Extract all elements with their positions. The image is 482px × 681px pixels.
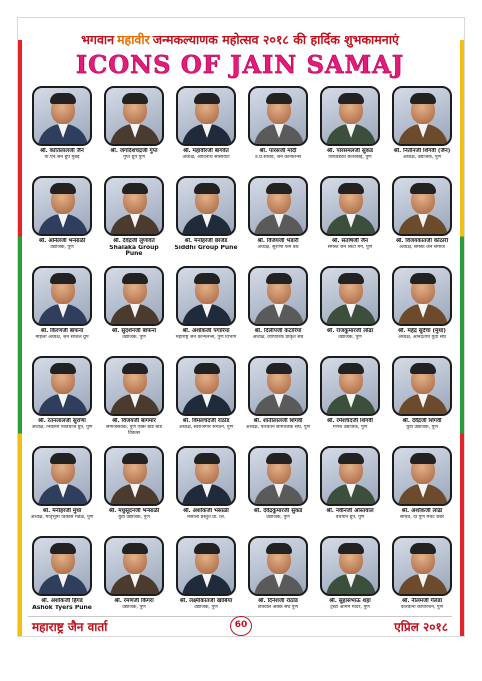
portrait-photo — [392, 86, 452, 146]
person-name: श्री. महावीरजी बागवेत — [183, 148, 229, 154]
person-role: महिला अध्यक्ष, जैन सोशल ग्रुप — [35, 335, 89, 340]
banner-part-2: महावीर — [117, 31, 150, 47]
person-role: Shalaka Group Pune — [109, 245, 159, 257]
person-name: श्री. नितीनजी शिंगवी (जैन) — [393, 148, 451, 154]
page-number: 60 — [230, 616, 252, 636]
person-name: श्री. लक्ष्मीकांतजी खाबिया — [179, 598, 233, 604]
portrait-photo — [320, 176, 380, 236]
person-role: उद्योजक, पुणे — [122, 335, 146, 340]
person-role: समाजसेवक, पुणे एक्स बाँड बोर्ड विकास — [106, 425, 162, 436]
portrait-card — [244, 446, 312, 533]
person-role: भंसाली प्रस्तुत प्रा. लि. — [186, 515, 226, 520]
person-role: पी.एन.जैन ग्रुप मुंबई — [44, 155, 80, 160]
greeting-banner — [28, 28, 452, 50]
portrait-card — [244, 86, 312, 173]
portrait-photo — [248, 86, 308, 146]
person-role: समस्त जैन सिटी मेंगे, पुणे — [327, 245, 373, 250]
banner-part-1: भगवान — [81, 31, 115, 47]
portrait-card — [100, 536, 168, 623]
issue-date: एप्रिल २०१८ — [394, 620, 448, 634]
person-name: श्री. अनिलजी भन्साळी — [38, 238, 86, 244]
portrait-photo — [320, 86, 380, 146]
person-name: श्री. दिलीपजी कटारिया — [254, 328, 302, 334]
person-name: श्री. विजयजी भंडारी — [257, 238, 299, 244]
person-name: श्री. पारसजी मोदी — [259, 148, 297, 154]
person-role: युवा उद्योजक, पुणे — [118, 515, 150, 520]
person-name: श्री. जगदिशचंद्रजी गुप्त — [110, 148, 158, 154]
portrait-photo — [32, 176, 92, 236]
portrait-card — [100, 176, 168, 263]
person-role: उद्योजक, पुणे — [194, 605, 218, 610]
portrait-card — [28, 356, 96, 443]
portrait-card — [172, 536, 240, 623]
portrait-card — [316, 536, 384, 623]
person-role: उ.प्र.सचिव, जैन कॉन्फरन्स — [254, 155, 302, 160]
portrait-card — [244, 176, 312, 263]
person-name: श्री. नवीनजी ओस्तवाल — [326, 508, 374, 514]
person-name: श्री. मनोहरजी मुथा — [42, 508, 82, 514]
portrait-photo — [32, 446, 92, 506]
person-name: श्री. देवेंद्रजी शिंगवी — [402, 418, 442, 424]
portrait-card — [388, 536, 456, 623]
person-role: Siddhi Group Pune — [174, 245, 238, 251]
person-role: अध्यक्ष, समस्त जैन समाज — [399, 245, 445, 250]
portrait-photo — [320, 446, 380, 506]
person-name: श्री. विजयजी बागमार — [112, 418, 156, 424]
person-name: श्री. राजकुमारजी लोढा — [326, 328, 374, 334]
portrait-card — [388, 176, 456, 263]
portrait-card — [28, 86, 96, 173]
portrait-photo — [248, 536, 308, 596]
person-role: महाराष्ट्र जैन कॉन्फरन्स, पुणे विभाग — [175, 335, 237, 340]
right-color-stripe — [460, 40, 464, 636]
person-role: चिंचवडकी छत्तरबाई, पुणे — [328, 155, 372, 160]
portrait-photo — [248, 266, 308, 326]
person-role: सचिव, दी पुणे मर्चंट चेंबर — [400, 515, 444, 520]
portrait-photo — [392, 536, 452, 596]
portrait-photo — [104, 176, 164, 236]
portrait-photo — [176, 176, 236, 236]
portrait-photo — [104, 356, 164, 416]
person-name: श्री. सुहासभाऊ शहा — [329, 598, 371, 604]
portrait-card — [316, 446, 384, 533]
person-role: अध्यक्ष, व्यापारिक प्राकृत संघ — [252, 335, 304, 340]
portrait-card — [172, 176, 240, 263]
left-color-stripe — [18, 40, 22, 636]
person-name: श्री. विजयकांतजी कोठारी — [395, 238, 449, 244]
person-name: श्री. नीलमजी गेलडा — [401, 598, 443, 604]
portrait-card — [100, 356, 168, 443]
portrait-photo — [392, 446, 452, 506]
person-role: अध्यक्ष, परिवर्तन सामाजिक संघ, पुणे — [245, 425, 311, 430]
portrait-card — [316, 266, 384, 353]
person-role: अध्यक्ष, उद्योजक, पुणे — [402, 155, 442, 160]
person-name: श्री. अशोकजी पगारिया — [182, 328, 230, 334]
portrait-card — [388, 86, 456, 173]
person-name: श्री. अशोकजी हिंगड — [41, 598, 83, 604]
portrait-photo — [32, 356, 92, 416]
person-name: श्री. अशोकजी लोढा — [401, 508, 443, 514]
magazine-name: महाराष्ट्र जैन वार्ता — [32, 620, 108, 634]
person-name: श्री. महेंद्र सुंदेचा (मुथा) — [398, 328, 446, 334]
portrait-photo — [104, 266, 164, 326]
person-role: उद्योजक, पुणे — [50, 245, 74, 250]
person-role: Ashok Tyers Pune — [32, 605, 92, 611]
portrait-photo — [392, 266, 452, 326]
person-name: श्री. मधुसूदनजी भन्साळी — [108, 508, 160, 514]
portrait-card — [244, 356, 312, 443]
person-name: श्री. किरणजी बाफना — [40, 328, 84, 334]
portrait-card — [316, 86, 384, 173]
portrait-photo — [176, 446, 236, 506]
portrait-photo — [176, 266, 236, 326]
person-role: उद्योजक, पुणे — [338, 335, 362, 340]
person-name: श्री. शांतीलालजी शिंगवी — [253, 418, 303, 424]
portrait-photo — [104, 446, 164, 506]
person-name: श्री. कांतिलालजी जैन — [40, 148, 84, 154]
person-role: ट्रस्टी आगम मंदिर, पुणे — [330, 605, 370, 610]
portrait-photo — [104, 536, 164, 596]
person-role: उद्योजक, पुणे — [122, 605, 146, 610]
person-role: उद्योजक, पुणे — [266, 515, 290, 520]
portrait-photo — [32, 86, 92, 146]
person-name: श्री. रतनलालजी सुराणा — [38, 418, 86, 424]
portrait-card — [28, 266, 96, 353]
portrait-card — [100, 446, 168, 533]
portrait-card — [172, 356, 240, 443]
person-name: श्री. रमणजी किंगरा — [114, 598, 154, 604]
portrait-card — [172, 446, 240, 533]
page-title: ICONS OF JAIN SAMAJ — [75, 50, 405, 79]
portrait-photo — [320, 356, 380, 416]
page-footer — [28, 616, 452, 635]
portrait-photo — [248, 176, 308, 236]
person-name: श्री. अशोकजी भंसाळी — [183, 508, 229, 514]
portrait-card — [388, 446, 456, 533]
person-role: युवा उद्योजक, पुणे — [406, 425, 438, 430]
portrait-card — [316, 176, 384, 263]
person-role: गुप्त ग्रुप पुणे — [123, 155, 145, 160]
portrait-grid — [28, 86, 456, 623]
portrait-photo — [32, 266, 92, 326]
portrait-card — [28, 446, 96, 533]
portrait-card — [316, 356, 384, 443]
person-role: अध्यक्ष, आदिनाथ सोसायटी — [182, 155, 230, 160]
portrait-photo — [104, 86, 164, 146]
person-role: अध्यक्ष, स्वरोजगार संगठन, पुणे — [178, 425, 234, 430]
portrait-photo — [176, 536, 236, 596]
portrait-card — [28, 536, 96, 623]
portrait-photo — [392, 356, 452, 416]
portrait-photo — [392, 176, 452, 236]
person-name: श्री. सुदर्शनजी बाफना — [111, 328, 157, 334]
portrait-photo — [32, 536, 92, 596]
portrait-card — [244, 536, 312, 623]
portrait-card — [244, 266, 312, 353]
person-role: गणेश उद्योजक, पुणे — [332, 425, 368, 430]
person-name: श्री. दिनेशजी राठोड — [258, 598, 298, 604]
portrait-photo — [320, 536, 380, 596]
person-role: अध्यक्ष, आनंदतीर्थ युवा संघ — [398, 335, 446, 340]
portrait-card — [100, 266, 168, 353]
person-name: श्री. रमेशचंदजी शिंगवी — [327, 418, 373, 424]
portrait-photo — [248, 446, 308, 506]
portrait-card — [100, 86, 168, 173]
person-role: छत्रेवाल अक्क संघ पुणे — [258, 605, 298, 610]
person-name: श्री. देवेंद्रजी लुणावत — [113, 238, 155, 244]
portrait-card — [388, 266, 456, 353]
portrait-photo — [176, 86, 236, 146]
magazine-page — [18, 18, 464, 636]
banner-part-3: जन्मकल्याणक महोत्सव २०१८ की हार्दिक शुभकामनाएं — [152, 31, 399, 47]
portrait-photo — [176, 356, 236, 416]
person-name: श्री. मनोहरजी छाजेड — [184, 238, 228, 244]
person-role: अध्यक्ष, निकामी पीडियाज ग्रुप, पुणे — [31, 425, 93, 430]
person-name: श्री. पारसमलजी सुंकड — [327, 148, 373, 154]
person-role: अध्यक्ष, मातृभूमि विकास मंडळ, पुणे — [30, 515, 94, 520]
portrait-card — [172, 266, 240, 353]
person-role: अध्यक्ष, सुराणा फर्म बंध — [257, 245, 299, 250]
person-name: श्री. संतोषजी जैन — [332, 238, 368, 244]
person-role: कारवानी कॉर्पोरेशन, पुणे — [400, 605, 444, 610]
portrait-card — [28, 176, 96, 263]
portrait-photo — [320, 266, 380, 326]
portrait-card — [172, 86, 240, 173]
person-name: श्री. विमलचंदजी राठोड — [182, 418, 230, 424]
person-name: श्री. देवेंद्रकुमारजी सुंकड — [253, 508, 303, 514]
portrait-photo — [248, 356, 308, 416]
person-role: वर्धमान ग्रुप, पुणे — [335, 515, 365, 520]
portrait-card — [388, 356, 456, 443]
